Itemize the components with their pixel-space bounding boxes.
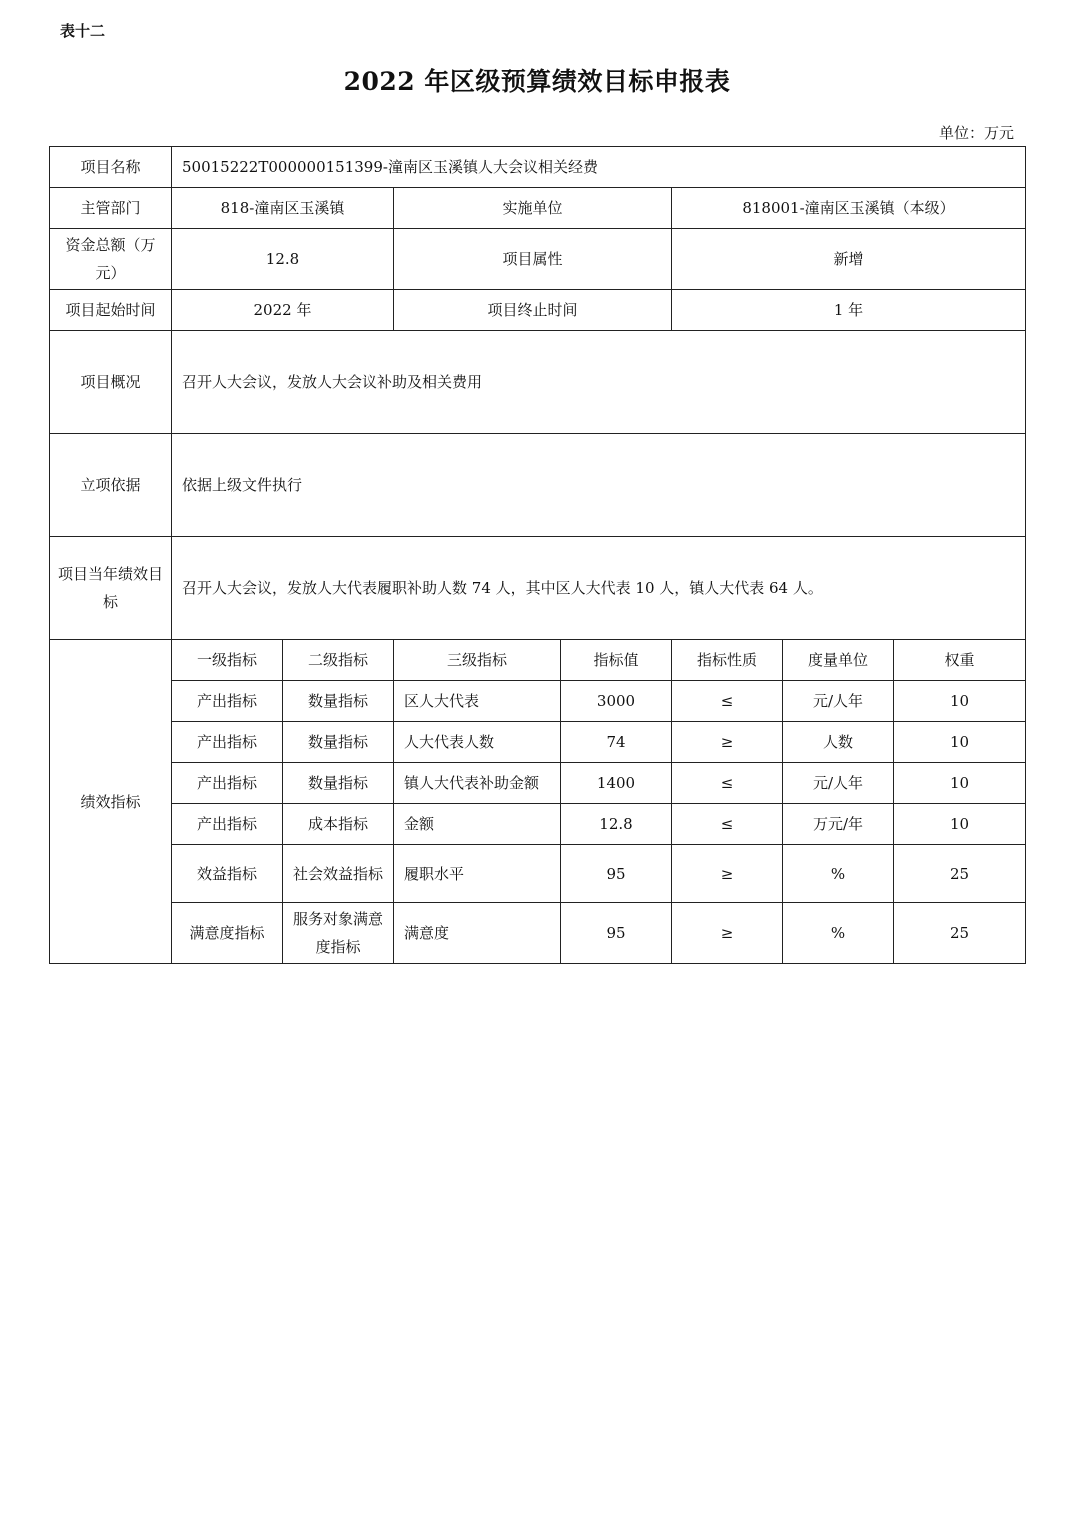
goal-label: 项目当年绩效目标 [50, 537, 172, 640]
table-number: 表十二 [60, 22, 106, 40]
row-period [50, 290, 1026, 331]
cell-value: 95 [561, 903, 672, 964]
row-department [50, 188, 1026, 229]
cell-level3: 镇人大代表补助金额 [394, 763, 561, 804]
dept-label: 主管部门 [50, 188, 172, 229]
cell-level1: 产出指标 [172, 763, 283, 804]
cell-nature: ≤ [672, 763, 783, 804]
indicator-row [50, 845, 1026, 903]
attr-value: 新增 [672, 229, 1026, 290]
cell-level2: 成本指标 [283, 804, 394, 845]
header-level1: 一级指标 [172, 640, 283, 681]
cell-level2: 服务对象满意度指标 [283, 903, 394, 964]
row-fund [50, 229, 1026, 290]
end-value: 1 年 [672, 290, 1026, 331]
header-level3: 三级指标 [394, 640, 561, 681]
basis-label: 立项依据 [50, 434, 172, 537]
cell-level3: 人大代表人数 [394, 722, 561, 763]
cell-level2: 社会效益指标 [283, 845, 394, 903]
cell-value: 1400 [561, 763, 672, 804]
cell-unit: 人数 [783, 722, 894, 763]
header-level2: 二级指标 [283, 640, 394, 681]
cell-value: 95 [561, 845, 672, 903]
header-weight: 权重 [894, 640, 1026, 681]
start-value: 2022 年 [172, 290, 394, 331]
cell-value: 3000 [561, 681, 672, 722]
overview-label: 项目概况 [50, 331, 172, 434]
cell-weight: 10 [894, 722, 1026, 763]
cell-weight: 10 [894, 804, 1026, 845]
cell-nature: ≥ [672, 845, 783, 903]
indicator-row [50, 763, 1026, 804]
header-value: 指标值 [561, 640, 672, 681]
start-label: 项目起始时间 [50, 290, 172, 331]
row-goal [50, 537, 1026, 640]
indicator-row [50, 804, 1026, 845]
cell-unit: % [783, 845, 894, 903]
cell-level1: 产出指标 [172, 681, 283, 722]
cell-weight: 10 [894, 763, 1026, 804]
cell-nature: ≤ [672, 681, 783, 722]
cell-level2: 数量指标 [283, 722, 394, 763]
overview-value: 召开人大会议，发放人大会议补助及相关费用 [172, 331, 1026, 434]
project-name-label: 项目名称 [50, 147, 172, 188]
project-name-value: 50015222T000000151399-潼南区玉溪镇人大会议相关经费 [172, 147, 1026, 188]
impl-value: 818001-潼南区玉溪镇（本级） [672, 188, 1026, 229]
fund-value: 12.8 [172, 229, 394, 290]
indicator-row [50, 722, 1026, 763]
cell-nature: ≥ [672, 722, 783, 763]
cell-level3: 区人大代表 [394, 681, 561, 722]
indicator-section-label: 绩效指标 [50, 640, 172, 964]
basis-value: 依据上级文件执行 [172, 434, 1026, 537]
header-unit: 度量单位 [783, 640, 894, 681]
cell-value: 12.8 [561, 804, 672, 845]
cell-nature: ≤ [672, 804, 783, 845]
cell-level3: 金额 [394, 804, 561, 845]
indicator-row [50, 681, 1026, 722]
cell-value: 74 [561, 722, 672, 763]
cell-level3: 履职水平 [394, 845, 561, 903]
page-title: 2022 年区级预算绩效目标申报表 [343, 67, 731, 96]
indicator-header-row [50, 640, 1026, 681]
unit-label: 单位：万元 [938, 124, 1014, 142]
fund-label: 资金总额（万元） [50, 229, 172, 290]
indicator-row [50, 903, 1026, 964]
goal-value: 召开人大会议，发放人大代表履职补助人数 74 人，其中区人大代表 10 人，镇人大代表 64 人。 [172, 537, 1026, 640]
cell-level2: 数量指标 [283, 763, 394, 804]
cell-nature: ≥ [672, 903, 783, 964]
row-overview [50, 331, 1026, 434]
header-nature: 指标性质 [672, 640, 783, 681]
cell-weight: 25 [894, 845, 1026, 903]
row-basis [50, 434, 1026, 537]
cell-weight: 10 [894, 681, 1026, 722]
attr-label: 项目属性 [394, 229, 672, 290]
cell-unit: % [783, 903, 894, 964]
cell-weight: 25 [894, 903, 1026, 964]
dept-value: 818-潼南区玉溪镇 [172, 188, 394, 229]
cell-level1: 效益指标 [172, 845, 283, 903]
row-project-name [50, 147, 1026, 188]
cell-unit: 万元/年 [783, 804, 894, 845]
end-label: 项目终止时间 [394, 290, 672, 331]
cell-level2: 数量指标 [283, 681, 394, 722]
cell-level1: 产出指标 [172, 804, 283, 845]
cell-level1: 满意度指标 [172, 903, 283, 964]
impl-label: 实施单位 [394, 188, 672, 229]
cell-unit: 元/人年 [783, 763, 894, 804]
declaration-table [49, 146, 1026, 964]
cell-level1: 产出指标 [172, 722, 283, 763]
cell-level3: 满意度 [394, 903, 561, 964]
cell-unit: 元/人年 [783, 681, 894, 722]
